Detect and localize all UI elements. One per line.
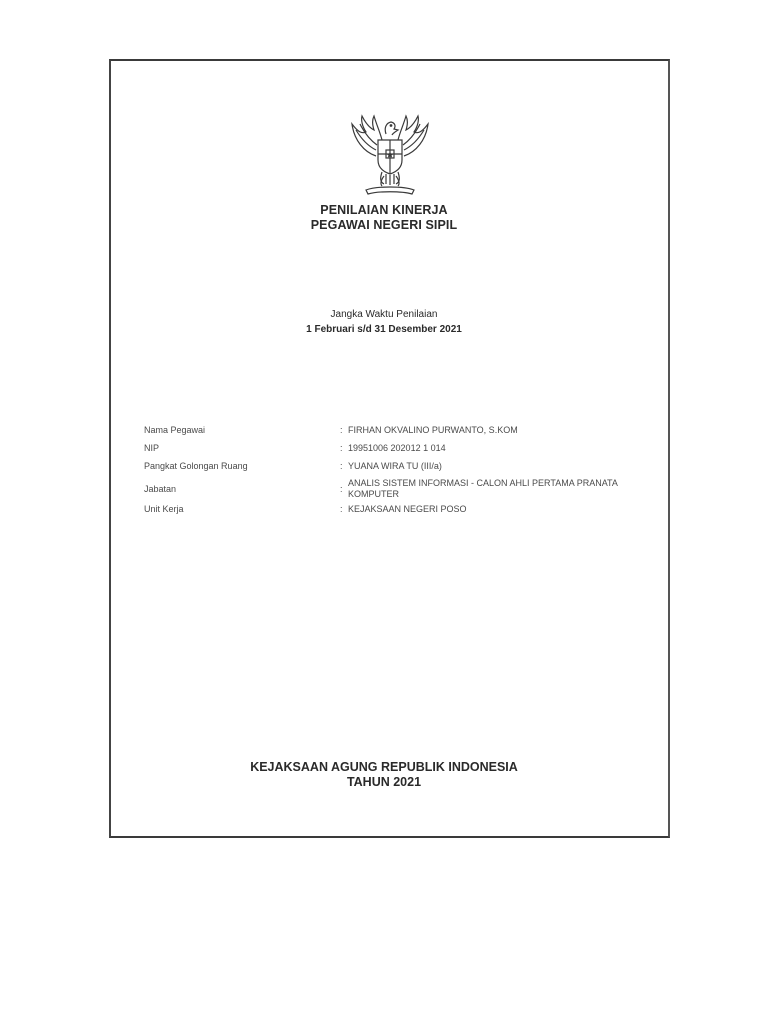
garuda-emblem-icon: [346, 114, 434, 198]
issuer-name: KEJAKSAAN AGUNG REPUBLIK INDONESIA: [250, 760, 518, 774]
info-colon: :: [340, 484, 343, 494]
info-label: Nama Pegawai: [144, 425, 206, 435]
period-value: 1 Februari s/d 31 Desember 2021: [306, 324, 462, 335]
info-row-nip: [144, 443, 664, 461]
title-line-1: PENILAIAN KINERJA: [320, 203, 448, 217]
assessment-period: [0, 307, 768, 337]
employee-info-table: [144, 423, 664, 522]
info-row-position: [144, 478, 664, 504]
info-value: YUANA WIRA TU (III/a): [348, 461, 442, 471]
info-row-unit: [144, 504, 664, 522]
info-label: Unit Kerja: [144, 504, 184, 514]
info-value: KEJAKSAAN NEGERI POSO: [348, 504, 467, 514]
info-value: FIRHAN OKVALINO PURWANTO, S.KOM: [348, 425, 518, 435]
info-label: NIP: [144, 443, 160, 453]
info-colon: :: [340, 504, 343, 514]
period-label: Jangka Waktu Penilaian: [330, 309, 438, 320]
info-colon: :: [340, 425, 343, 435]
issuer-footer: [0, 760, 768, 790]
info-row-rank: [144, 461, 664, 478]
issuer-year: TAHUN 2021: [346, 775, 422, 789]
document-title: [0, 203, 768, 233]
info-value: 19951006 202012 1 014: [348, 443, 446, 453]
info-label: Jabatan: [144, 484, 177, 494]
info-row-name: [144, 423, 664, 443]
info-label: Pangkat Golongan Ruang: [144, 461, 248, 471]
info-colon: :: [340, 443, 343, 453]
title-line-2: PEGAWAI NEGERI SIPIL: [310, 218, 458, 232]
info-value: ANALIS SISTEM INFORMASI - CALON AHLI PERTAMA PRANATA KOMPUTER: [348, 478, 618, 499]
info-colon: :: [340, 461, 343, 471]
